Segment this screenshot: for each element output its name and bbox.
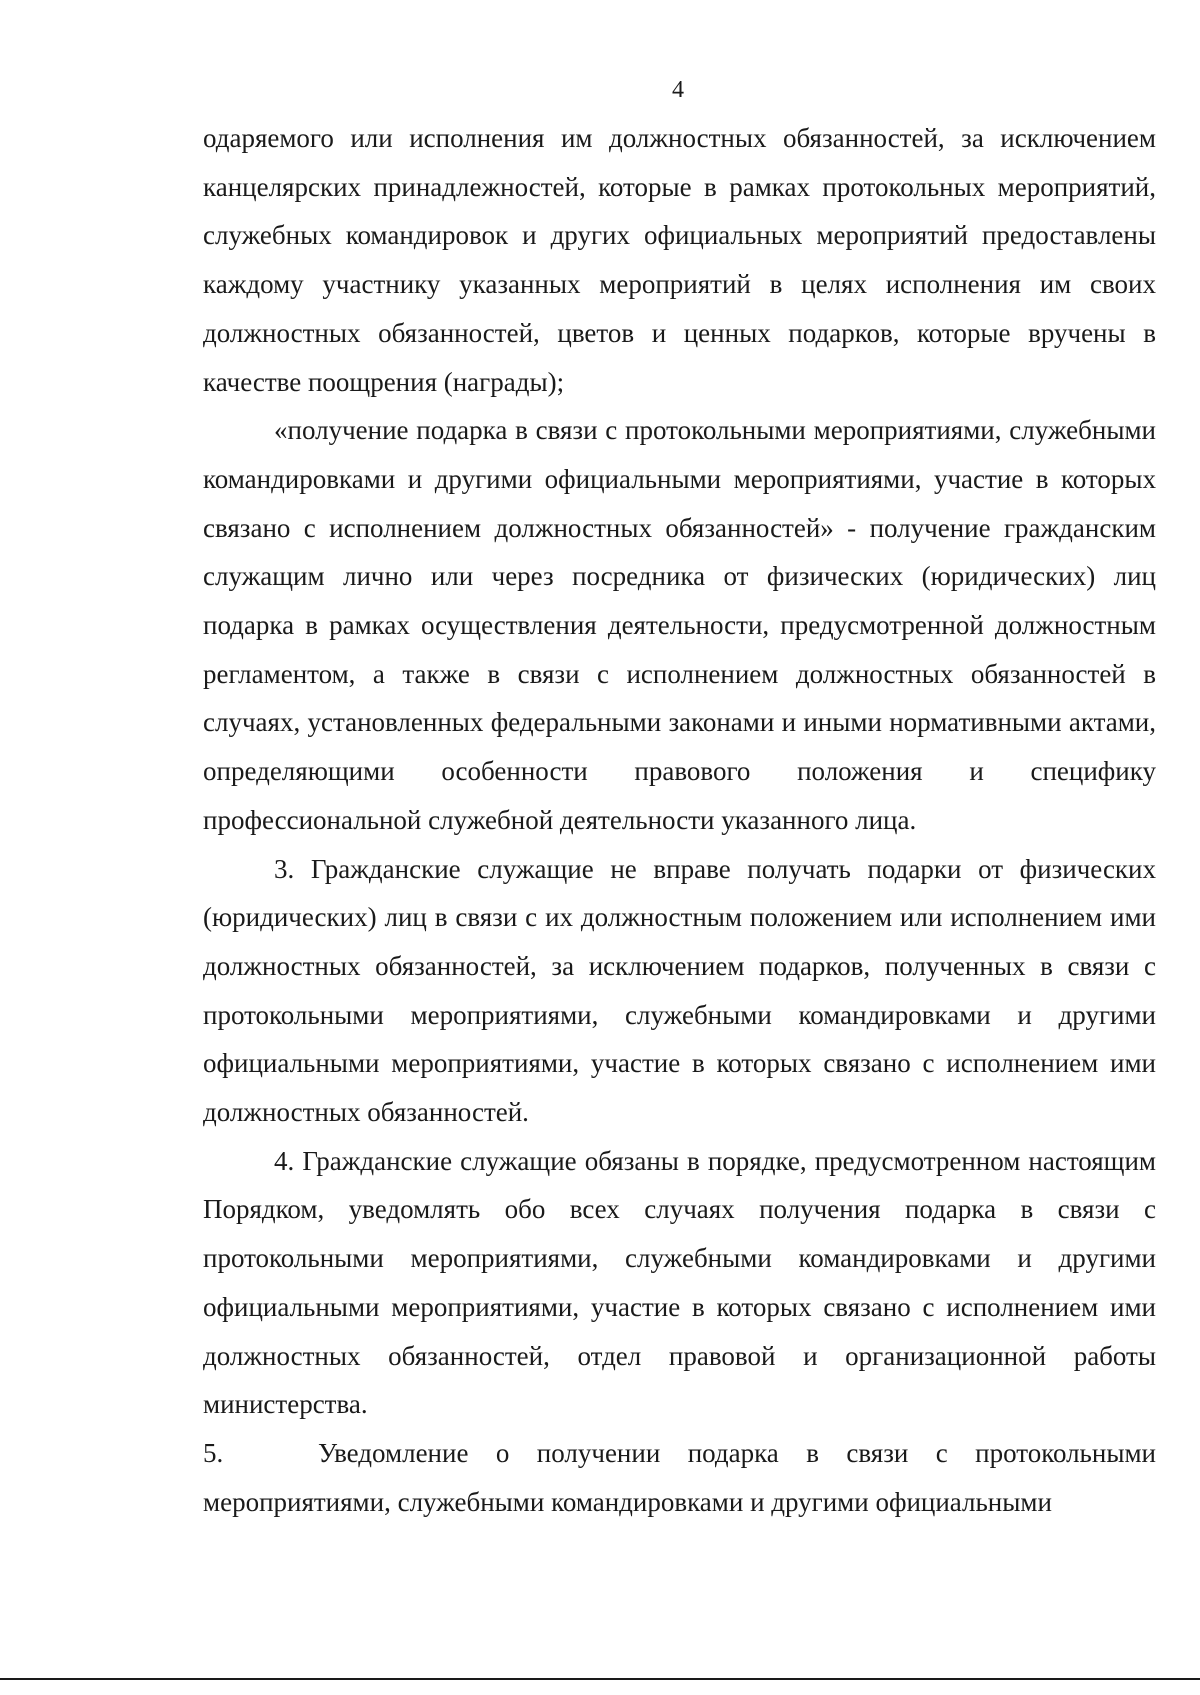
item-5-text: Уведомление о получении подарка в связи с протокольными мероприятиями, служебными командировками и другими официальными [203,1437,1156,1517]
paragraph-item-4: 4. Гражданские служащие обязаны в порядке, предусмотренном настоящим Порядком, уведомлять обо всех случаях получения подарка в связи с протокольными мероприятиями, служебными командировками и другими официальными мероприятиями, участие в которых связано с исполнением ими должностных обязанностей, отдел правовой и организационной работы министерства. [203,1145,1156,1420]
bottom-scan-line [0,1678,1200,1680]
item-5-number: 5. [203,1437,224,1468]
document-body [203,114,1156,1526]
paragraph-continuation: одаряемого или исполнения им должностных обязанностей, за исключением канцелярских принадлежностей, которые в рамках протокольных мероприятий, служебных командировок и других официальных мероприятий предоставлены каждому участнику указанных мероприятий в целях исполнения им своих должностных обязанностей, цветов и ценных подарков, которые вручены в качестве поощрения (награды); [203,123,1156,397]
paragraph-item-3: 3. Гражданские служащие не вправе получать подарки от физических (юридических) лиц в связи с их должностным положением или исполнением ими должностных обязанностей, за исключением подарков, полученных в связи с протокольными мероприятиями, служебными командировками и другими официальными мероприятиями, участие в которых связано с исполнением ими должностных обязанностей. [203,853,1156,1128]
paragraph-item-5 [203,1429,1156,1526]
paragraph-definition: «получение подарка в связи с протокольными мероприятиями, служебными командировками и другими официальными мероприятиями, участие в которых связано с исполнением должностных обязанностей» - получение гражданским служащим лично или через посредника от физических (юридических) лиц подарка в рамках осуществления деятельности, предусмотренной должностным регламентом, а также в связи с исполнением должностных обязанностей в случаях, установленных федеральными законами и иными нормативными актами, определяющими особенности правового положения и специфику профессиональной служебной деятельности указанного лица. [203,415,1156,835]
page-number: 4 [672,77,684,103]
